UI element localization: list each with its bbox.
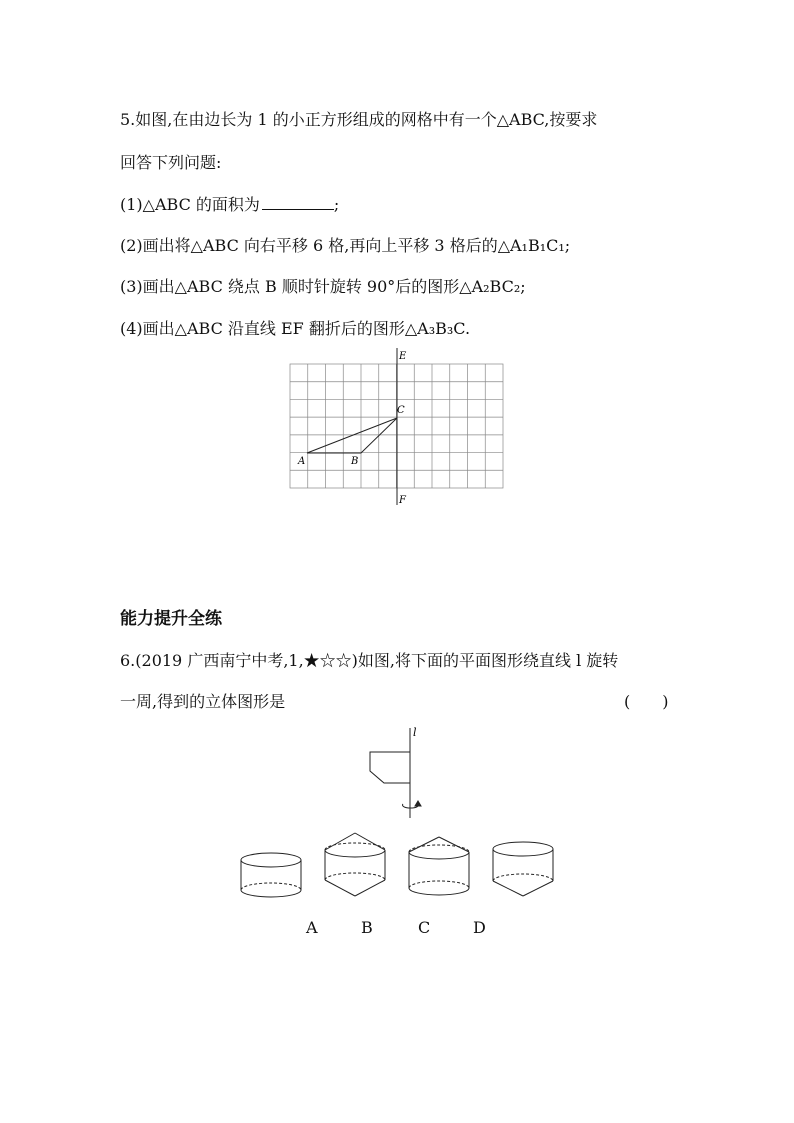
option-c-label[interactable]: C: [418, 918, 431, 937]
section-title: 能力提升全练: [120, 609, 222, 629]
q5-part-3: (3)画出△ABC 绕点 B 顺时针旋转 90°后的图形△A₂BC₂;: [120, 277, 526, 296]
option-a-label[interactable]: A: [306, 918, 318, 937]
label-f: F: [399, 495, 406, 506]
label-e: E: [399, 351, 407, 362]
q5-part-1-end: ;: [333, 195, 340, 214]
option-d-figure: [493, 842, 553, 896]
plane-shape: [370, 752, 410, 783]
triangle-abc: [307, 418, 397, 453]
option-b-label[interactable]: B: [361, 918, 373, 937]
rotation-arrowhead: [415, 801, 421, 806]
option-b-figure: [325, 833, 385, 896]
option-d-label[interactable]: D: [473, 918, 486, 937]
q5-line-1: 5.如图,在由边长为 1 的小正方形组成的网格中有一个△ABC,按要求: [120, 110, 598, 129]
label-l: l: [413, 726, 417, 739]
option-a-figure: [241, 853, 301, 897]
rotation-figure: [370, 728, 421, 818]
q5-line-2: 回答下列问题:: [120, 153, 222, 172]
q5-part-1-text: (1)△ABC 的面积为: [120, 195, 260, 214]
q5-part-4: (4)画出△ABC 沿直线 EF 翻折后的图形△A₃B₃C.: [120, 319, 471, 338]
q6-line-2: 一周,得到的立体图形是: [120, 692, 286, 711]
label-a: A: [298, 456, 306, 467]
answer-parentheses[interactable]: ( ): [624, 692, 669, 711]
q6-line-1: 6.(2019 广西南宁中考,1,★☆☆)如图,将下面的平面图形绕直线 l 旋转: [120, 651, 619, 670]
option-c-figure: [409, 837, 469, 895]
label-b: B: [351, 456, 359, 467]
q5-part-2: (2)画出将△ABC 向右平移 6 格,再向上平移 3 格后的△A₁B₁C₁;: [120, 236, 571, 255]
label-c: C: [397, 405, 405, 416]
